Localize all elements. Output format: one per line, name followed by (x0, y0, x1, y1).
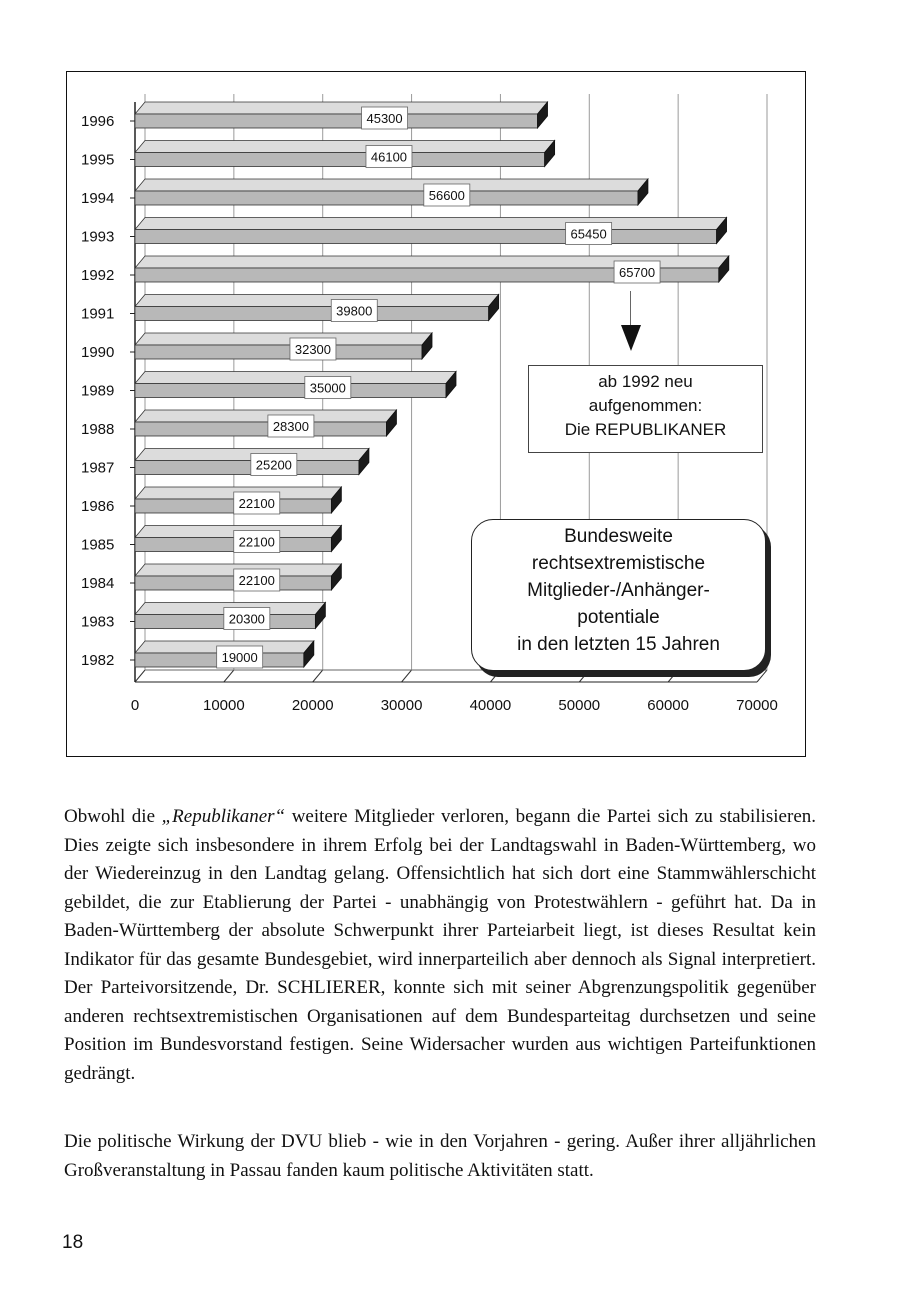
x-tick-label: 10000 (202, 697, 245, 714)
bar-top-face (135, 179, 648, 191)
data-label: 35000 (309, 380, 346, 396)
data-label: 56600 (428, 188, 465, 203)
p1-rest: weitere Mitglieder verloren, begann die Partei sich zu stabilisieren. Dies zeigte sich insbesondere in ihrem Erfolg bei der Landtagswahl in Baden-Württemberg, wo der Wiedereinzug in den Landtag gelang. Offensichtlich hat sich dort eine Stammwählerschicht gebildet, die zur Etablierung der Partei - unabhängig von Protestwählern - geführt hat. Da in Baden-Württemberg der absolute Schwerpunkt ihrer Parteiarbeit liegt, ist dieses Resultat kein Indikator für das gesamte Bundesgebiet, wird innerparteilich aber dennoch als Signal interpretiert. Der Parteivorsitzende, Dr. SCHLIERER, konnte sich mit seiner Abgrenzungspolitik gegenüber anderen rechtsextremistischen Organisationen auf dem Bundesparteitag durchsetzen und seine Position im Bundesvorstand festigen. Seine Widersacher wurden aus wichtigen Parteifunktionen gedrängt. (64, 806, 817, 1084)
x-tick-label: 30000 (380, 697, 423, 714)
data-label: 45300 (366, 111, 403, 126)
x-tick-label: 60000 (647, 697, 690, 714)
bar (135, 230, 717, 244)
caption-line-2: rechtsextremistische (531, 553, 706, 574)
bar (135, 576, 331, 590)
y-tick-label: 1982 (81, 652, 115, 669)
bar (135, 538, 331, 552)
y-tick-label: 1983 (81, 613, 115, 631)
bar (135, 307, 489, 321)
x-tick-label: 70000 (736, 697, 778, 714)
y-tick-label: 1993 (81, 228, 115, 246)
annotation-note-box (528, 365, 763, 453)
y-tick-label: 1989 (81, 382, 115, 400)
bar-top-face (135, 333, 432, 345)
bar (135, 384, 446, 398)
bar-top-face (135, 102, 548, 114)
data-label: 32300 (294, 342, 332, 357)
note-line-1: ab 1992 neu (598, 372, 693, 391)
data-label: 65450 (570, 226, 607, 242)
arrow-stem (630, 291, 631, 325)
chart-caption-box (471, 519, 766, 671)
y-tick-label: 1996 (81, 113, 115, 130)
x-tick-label: 20000 (291, 697, 334, 714)
bar (135, 191, 638, 205)
y-tick-label: 1988 (81, 421, 115, 438)
data-label: 22100 (238, 534, 275, 550)
bar (135, 499, 331, 513)
caption-line-5: in den letzten 15 Jahren (517, 634, 720, 655)
data-label: 28300 (272, 419, 309, 434)
data-label: 25200 (255, 457, 292, 473)
y-tick-label: 1994 (81, 190, 115, 207)
floor-tick (313, 670, 323, 682)
floor-tick (490, 670, 500, 682)
x-tick-label: 50000 (558, 697, 601, 714)
x-tick-label: 40000 (469, 697, 512, 714)
paragraph-dvu: Die politische Wirkung der DVU blieb - wie in den Vorjahren - gering. Außer ihrer alljährlichen Großveranstaltung in Passau fanden kaum politische Aktivitäten statt. (64, 1131, 816, 1181)
floor-tick (402, 670, 412, 682)
data-label: 22100 (238, 573, 275, 588)
y-tick-label: 1987 (81, 459, 115, 477)
bar-top-face (135, 218, 727, 230)
bar-top-face (135, 141, 555, 153)
bar-top-face (135, 372, 456, 384)
y-tick-label: 1991 (81, 305, 115, 323)
note-line-3: Die REPUBLIKANER (564, 420, 727, 439)
p1-party-name: „Republikaner“ (161, 806, 286, 827)
floor-tick (579, 670, 589, 682)
data-label: 65700 (618, 265, 656, 280)
arrow-down-icon (621, 325, 641, 351)
floor-tick (668, 670, 678, 682)
y-tick-label: 1995 (81, 151, 115, 169)
y-tick-label: 1985 (81, 536, 115, 554)
data-label: 46100 (370, 149, 408, 165)
y-tick-label: 1992 (81, 267, 115, 284)
p1-start: Obwohl die (64, 806, 162, 827)
bar (135, 114, 538, 128)
caption-line-3: Mitglieder-/Anhänger- (527, 580, 710, 601)
data-label: 20300 (228, 611, 265, 627)
floor-tick (135, 670, 145, 682)
caption-line-1: Bundesweite (564, 526, 673, 547)
bar-top-face (135, 410, 396, 422)
chart-frame (66, 71, 806, 757)
data-label: 22100 (238, 496, 275, 511)
floor-tick (224, 670, 234, 682)
paragraph-republikaner (64, 803, 816, 1088)
floor-tick (757, 670, 767, 682)
y-tick-label: 1986 (81, 498, 115, 515)
caption-line-4: potentiale (577, 607, 660, 628)
y-tick-label: 1990 (81, 344, 115, 361)
page-number: 18 (62, 1232, 84, 1253)
data-label: 19000 (221, 650, 258, 665)
bar (135, 153, 545, 167)
bar (135, 345, 422, 359)
note-line-2: aufgenommen: (588, 396, 703, 415)
x-tick-label: 0 (130, 697, 140, 714)
y-tick-label: 1984 (81, 575, 115, 592)
bar-top-face (135, 295, 499, 307)
bar (135, 422, 386, 436)
bar (135, 461, 359, 475)
data-label: 39800 (336, 303, 373, 319)
